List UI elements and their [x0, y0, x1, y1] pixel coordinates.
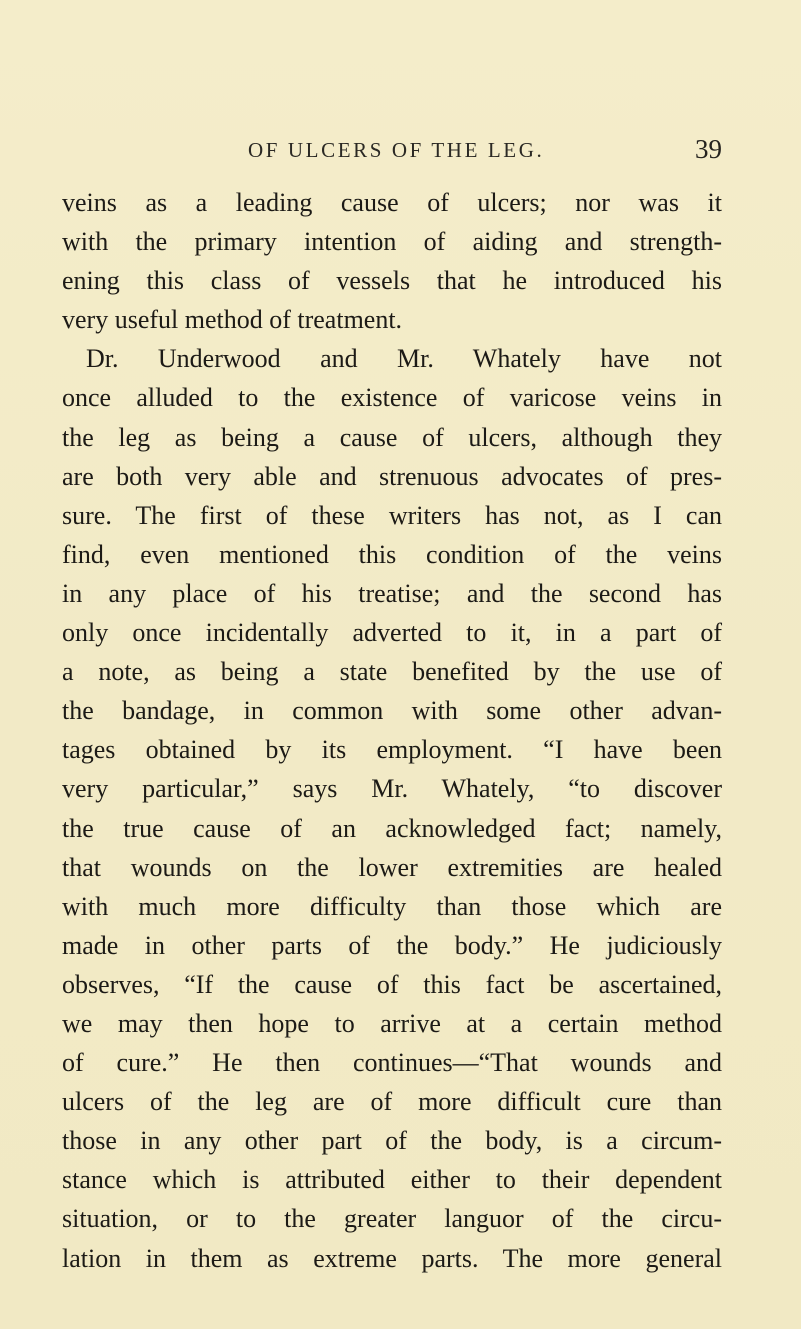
text-line: lation in them as extreme parts. The more general	[62, 1243, 722, 1273]
text-line: ulcers of the leg are of more difficult cure than	[62, 1087, 722, 1117]
text-line: situation, or to the greater languor of the circu-	[62, 1204, 722, 1234]
text-line: the leg as being a cause of ulcers, although they	[62, 422, 722, 452]
text-line: very useful method of treatment.	[62, 305, 403, 335]
text-line: we may then hope to arrive at a certain method	[62, 1008, 722, 1038]
text-line: only once incidentally adverted to it, in a part of	[62, 618, 722, 648]
text-line: ening this class of vessels that he introduced his	[62, 266, 722, 296]
page-header	[62, 134, 722, 174]
text-line: those in any other part of the body, is a circum-	[62, 1126, 722, 1156]
text-line: tages obtained by its employment. “I have been	[62, 735, 722, 765]
text-line: of cure.” He then continues—“That wounds and	[62, 1048, 722, 1078]
text-line: that wounds on the lower extremities are healed	[62, 852, 722, 882]
text-line: observes, “If the cause of this fact be ascertained,	[62, 969, 722, 999]
text-line: made in other parts of the body.” He judiciously	[62, 930, 722, 960]
text-line: Dr. Underwood and Mr. Whately have not	[86, 344, 722, 374]
text-line: the bandage, in common with some other advan-	[62, 696, 722, 726]
body-text	[62, 183, 722, 1278]
text-line: once alluded to the existence of varicose veins in	[62, 383, 722, 413]
text-line: with the primary intention of aiding and strength-	[62, 227, 722, 257]
page-number: 39	[695, 134, 722, 164]
text-line: are both very able and strenuous advocates of pres-	[62, 461, 722, 491]
running-head: OF ULCERS OF THE LEG.	[248, 138, 545, 162]
text-line: with much more difficulty than those which are	[62, 891, 722, 921]
text-line: the true cause of an acknowledged fact; namely,	[62, 813, 722, 843]
text-line: a note, as being a state benefited by the use of	[62, 657, 722, 687]
text-line: sure. The first of these writers has not, as I can	[62, 500, 722, 530]
text-line: find, even mentioned this condition of the veins	[62, 539, 722, 569]
text-line: veins as a leading cause of ulcers; nor was it	[62, 188, 722, 217]
text-line: in any place of his treatise; and the second has	[62, 578, 722, 608]
text-line: stance which is attributed either to their dependent	[62, 1165, 722, 1195]
text-line: very particular,” says Mr. Whately, “to discover	[62, 774, 722, 804]
